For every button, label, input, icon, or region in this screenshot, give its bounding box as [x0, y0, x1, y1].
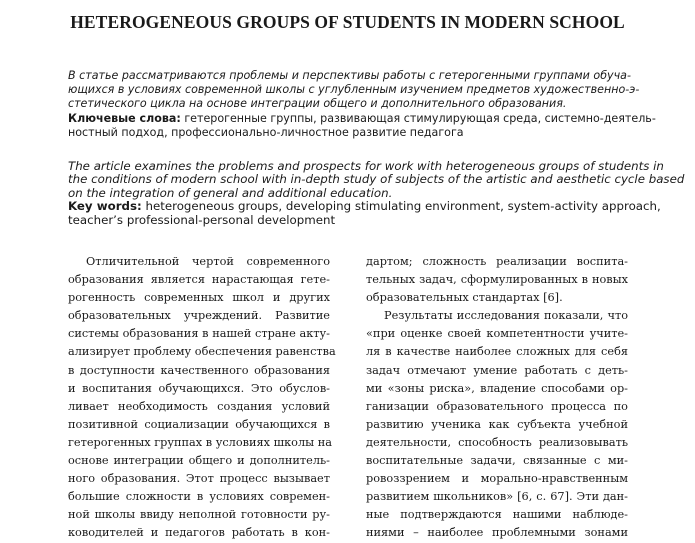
body-line: ливает необходимость создания условий [68, 399, 330, 413]
body-line: ализирует проблему обеспечения равенства [68, 345, 336, 359]
body-line: образования является нарастающая гете- [68, 273, 330, 287]
abstract-russian [68, 69, 656, 140]
body-line: позитивной социализации обучающихся в [68, 417, 330, 431]
body-line: гетерогенных группах в условиях школы на [68, 435, 333, 449]
keywords-ru-line [68, 111, 656, 126]
keywords-en-line: teacher’s professional-personal development [68, 212, 336, 227]
body-left-column [68, 253, 336, 543]
body-line: и воспитания обучающихся. Это обуслов- [68, 381, 330, 395]
abstract-ru-line: ющихся в условиях современной школы с углубленным изучением предметов художественно-э- [68, 83, 640, 97]
abstract-ru-line: стетического цикла на основе интеграции общего и дополнительного образования. [68, 97, 567, 111]
body-line: Результаты исследования показали, что [384, 309, 628, 323]
body-line: ля в качестве наиболее сложных для себя [366, 345, 628, 359]
abstract-en-line: the conditions of modern school with in-depth study of subjects of the artistic and aesthetic cycle based [68, 172, 685, 187]
article-title: HETEROGENEOUS GROUPS OF STUDENTS IN MODERN SCHOOL [70, 12, 625, 32]
body-line: системы образования в нашей стране акту- [68, 327, 330, 341]
body-line: ные подтверждаются нашими наблюде- [366, 508, 628, 522]
body-line: ной школы ввиду неполной готовности ру- [68, 508, 330, 522]
body-line: дартом; сложность реализации воспита- [366, 255, 628, 268]
keywords-ru-label: Ключевые слова: [68, 111, 181, 125]
abstract-ru-line: В статье рассматриваются проблемы и перспективы работы с гетерогенными группами обуча- [68, 69, 631, 82]
body-line: развитию ученика как субъекта учебной [366, 417, 628, 431]
keywords-ru-line: ностный подход, профессионально-личностное развитие педагога [68, 125, 464, 139]
body-line: ровоззрением и морально-нравственным [366, 472, 628, 486]
body-line: ми «зоны риска», владение способами ор- [366, 381, 628, 395]
keywords-en-line [68, 199, 661, 214]
body-line: в доступности качественного образования [68, 363, 330, 377]
abstract-en-line: The article examines the problems and prospects for work with heterogeneous groups of students in [68, 159, 664, 173]
body-line: образовательных стандартах [6]. [366, 291, 563, 305]
body-line: большие сложности в условиях современ- [68, 490, 330, 504]
body-line: образовательных учреждений. Развитие [68, 309, 330, 323]
abstract-en-line: on the integration of general and additional education. [68, 185, 393, 200]
body-line: ганизации образовательного процесса по [366, 399, 628, 413]
keywords-en-text: heterogeneous groups, developing stimulating environment, system-activity approach, [141, 199, 661, 214]
keywords-ru-text: гетерогенные группы, развивающая стимулирующая среда, системно-деятель- [180, 111, 656, 125]
abstract-english [68, 159, 685, 227]
body-line: ниями – наиболее проблемными зонами [366, 526, 628, 540]
keywords-en-label: Key words: [68, 199, 142, 214]
body-line: рогенность современных школ и других [68, 291, 330, 305]
body-right-column [366, 253, 628, 543]
body-line: ного образования. Этот процесс вызывает [68, 472, 330, 486]
body-line: тельных задач, сформулированных в новых [366, 273, 628, 287]
body-line: воспитательные задачи, связанные с ми- [366, 454, 628, 468]
body-line: «при оценке своей компетентности учите- [366, 327, 628, 341]
body-line: деятельности, способность реализовывать [366, 435, 628, 449]
body-line: ководителей и педагогов работать в кон- [68, 526, 330, 540]
body-line: задач отмечают умение работать с деть- [366, 363, 628, 377]
body-line: Отличительной чертой современного [86, 255, 330, 268]
body-line: основе интеграции общего и дополнитель- [68, 454, 330, 468]
body-line: развитием школьников» [6, с. 67]. Эти дан- [366, 490, 628, 504]
